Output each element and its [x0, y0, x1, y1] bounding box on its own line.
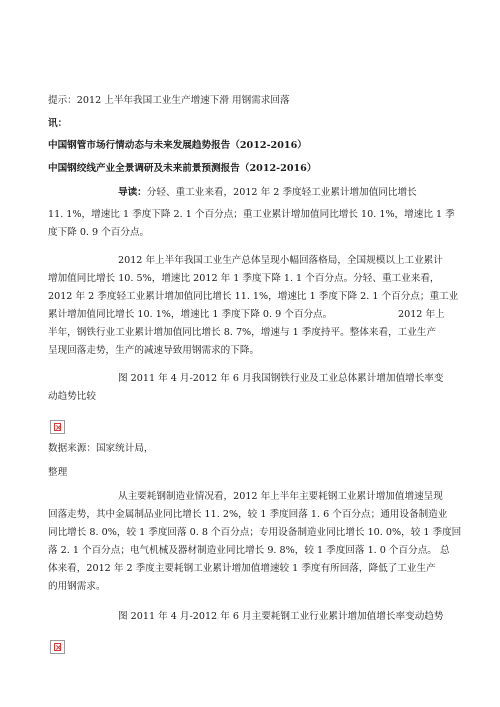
- intro-line-2: 11. 1%，增速比 1 季度下降 2. 1 个百分点；重工业累计增加值同比增长 10. 1%，增速比 1 季: [48, 209, 455, 220]
- para3-line-2: 回落走势，其中金属制品业同比增长 11. 2%，较 1 季度回落 1. 6 个百分点；通用设备制造业: [48, 509, 448, 520]
- hint-line: 提示：2012 上半年我国工业生产增速下滑 用钢需求回落: [48, 95, 290, 106]
- report-link-steel-pipe[interactable]: 中国钢管市场行情动态与未来发展趋势报告（2012-2016）: [48, 140, 307, 151]
- arrange-label: 整理: [48, 467, 68, 478]
- para2-line-2: 增加值同比增长 10. 5%，增速比 2012 年 1 季度下降 1. 1 个百分点。分轻、重工业来看，: [48, 273, 440, 284]
- para2-line-6: 呈现回落走势，生产的减速导致用钢需求的下降。: [48, 345, 260, 356]
- broken-image-icon: ×: [50, 640, 65, 654]
- para3-line-6: 的用钢需求。: [48, 581, 106, 592]
- para2-line-5: 半年，钢铁行业工业累计增加值同比增长 8. 7%，增速与 1 季度持平。整体来看，工业生产: [48, 327, 437, 338]
- para3-line-3: 同比增长 8. 0%，较 1 季度回落 0. 8 个百分点；专用设备制造业同比增长 10. 0%，较 1 季度回: [48, 527, 462, 538]
- intro-label: 导读：: [118, 187, 147, 198]
- figure2-caption: 图 2011 年 4 月-2012 年 6 月主要耗钢工业行业累计增加值增长率变动趋势: [118, 611, 444, 622]
- intro-text-1: 分轻、重工业来看，2012 年 2 季度轻工业累计增加值同比增长: [146, 187, 417, 198]
- broken-image-icon: ×: [50, 420, 65, 434]
- para2-line-3: 2012 年 2 季度轻工业累计增加值同比增长 11. 1%，增速比 1 季度下降 2. 1 个百分点；重工业: [48, 291, 459, 302]
- report-link-steel-strand[interactable]: 中国钢绞线产业全景调研及未来前景预测报告（2012-2016）: [48, 163, 317, 174]
- figure1-caption-1: 图 2011 年 4 月-2012 年 6 月我国钢铁行业及工业总体累计增加值增长率变: [118, 373, 444, 384]
- para2-line-4b: 2012 年上: [398, 309, 445, 320]
- para3-line-5: 体来看，2012 年 2 季度主要耗钢工业累计增加值增速较 1 季度有所回落，降低了工业生产: [48, 563, 436, 574]
- figure1-caption-2: 动趋势比较: [48, 391, 96, 402]
- xun-label: 讯：: [48, 118, 68, 129]
- intro-line-3: 度下降 0. 9 个百分点。: [48, 227, 150, 238]
- intro-line-1: [118, 186, 417, 200]
- para2-line-1: 2012 年上半年我国工业生产总体呈现小幅回落格局，全国规模以上工业累计: [118, 255, 443, 266]
- para3-line-4: 落 2. 1 个百分点；电气机械及器材制造业同比增长 9. 8%，较 1 季度回落 1. 0 个百分点。 总: [48, 545, 450, 556]
- para2-line-4: 累计增加值同比增长 10. 1%，增速比 1 季度下降 0. 9 个百分点。: [48, 309, 333, 320]
- data-source: 数据来源：国家统计局，: [48, 443, 154, 454]
- para3-line-1: 从主要耗钢制造业情况看，2012 年上半年主要耗钢工业累计增加值增速呈现: [118, 491, 443, 502]
